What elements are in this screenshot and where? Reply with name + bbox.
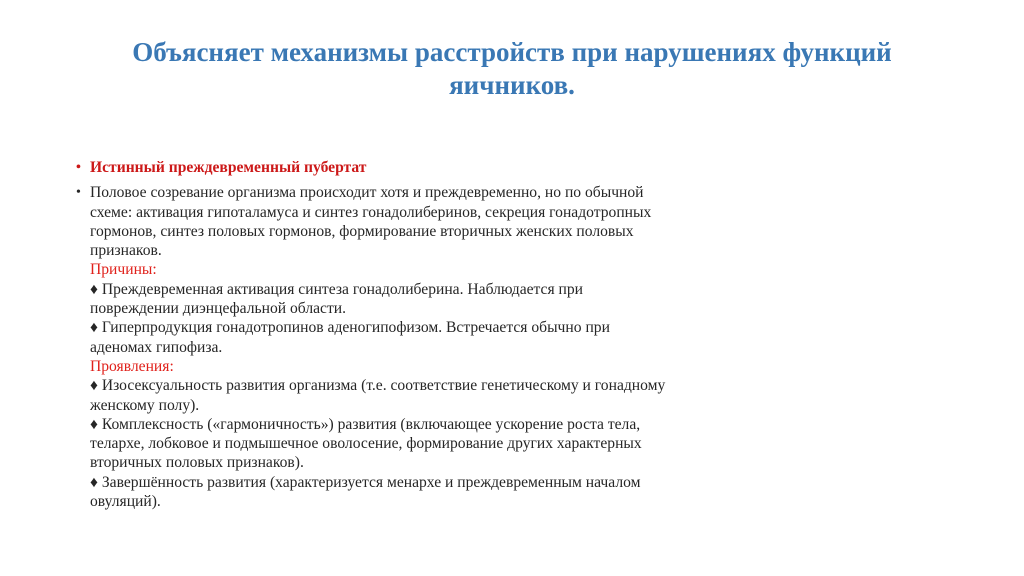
manifestation-line: ♦ Завершённость развития (характеризуется менархе и преждевременным началом (90, 473, 641, 491)
description-line: признаков. (90, 242, 162, 260)
description-line: гормонов, синтез половых гормонов, формирование вторичных женских половых (90, 222, 634, 240)
bullet-heading: Истинный преждевременный пубертат (90, 159, 367, 176)
manifestation-line: овуляций). (90, 493, 161, 511)
bullet-description (74, 183, 774, 511)
manifestations-heading: Проявления: (90, 357, 174, 375)
bullet-marker: • (76, 185, 81, 201)
slide-title (60, 36, 964, 102)
manifestation-line: ♦ Изосексуальность развития организма (т.е. соответствие генетическому и гонадному (90, 377, 666, 395)
title-line-1: Объясняет механизмы расстройств при нарушениях функций (132, 37, 892, 67)
cause-line: ♦ Гиперпродукция гонадотропинов аденогипофизом. Встречается обычно при (90, 319, 610, 337)
bullet-marker: • (76, 160, 81, 175)
causes-heading: Причины: (90, 261, 157, 279)
description-line: Половое созревание организма происходит хотя и преждевременно, но по обычной (90, 184, 644, 202)
manifestation-line: вторичных половых признаков). (90, 454, 304, 472)
title-line-2: яичников. (449, 70, 575, 100)
manifestation-line: ♦ Комплексность («гармоничность») развития (включающее ускорение роста тела, (90, 415, 641, 433)
manifestation-line: женскому полу). (90, 396, 200, 414)
cause-line: аденомах гипофиза. (90, 338, 223, 356)
cause-line: ♦ Преждевременная активация синтеза гонадолиберина. Наблюдается при (90, 280, 584, 298)
manifestation-line: телархе, лобковое и подмышечное оволосение, формирование других характерных (90, 435, 642, 453)
bullet-true-precocious-puberty (74, 158, 774, 177)
slide-content (74, 158, 774, 511)
description-line: схеме: активация гипоталамуса и синтез гонадолиберинов, секреция гонадотропных (90, 203, 652, 221)
cause-line: повреждении диэнцефальной области. (90, 300, 347, 318)
